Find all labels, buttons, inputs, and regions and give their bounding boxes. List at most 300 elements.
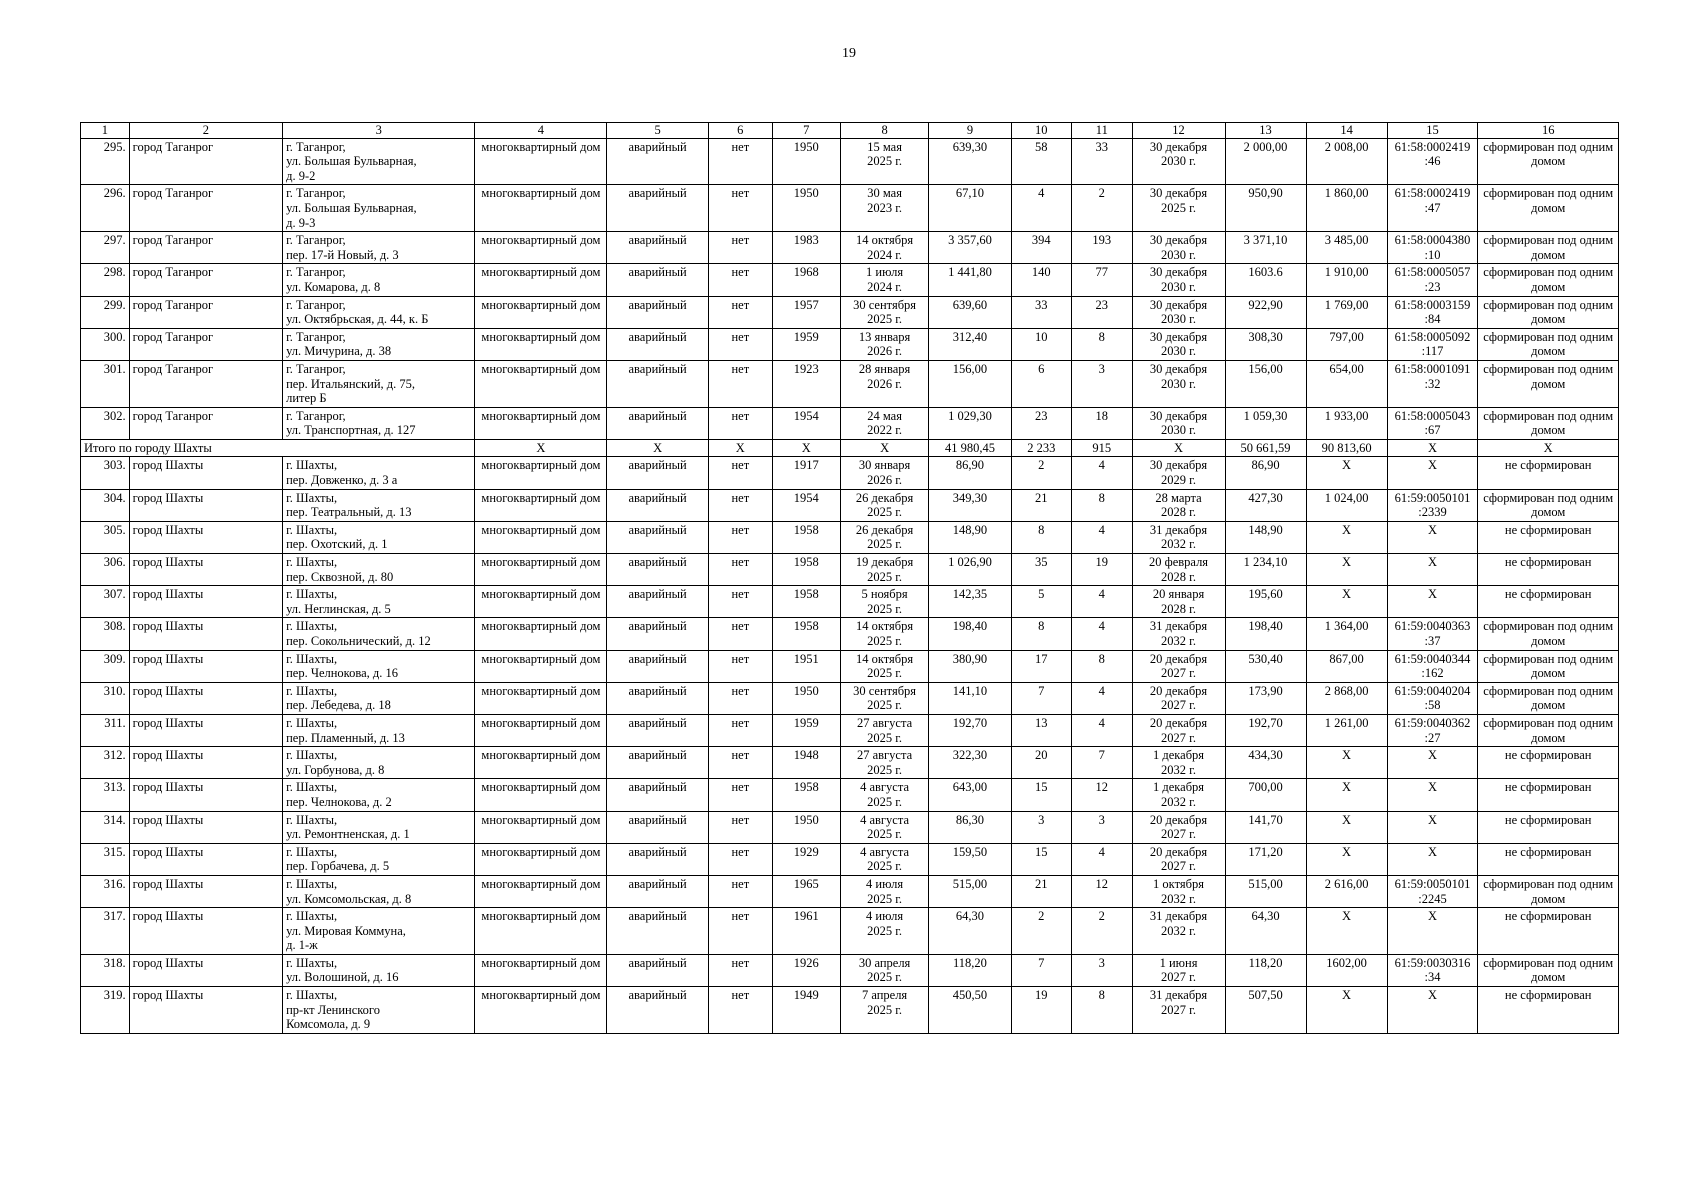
- total-living-area: 50 661,59: [1225, 439, 1306, 457]
- house-type-cell: многоквартирный дом: [475, 232, 607, 264]
- land-area-cell: X: [1306, 908, 1387, 955]
- residents-cell: 21: [1011, 489, 1072, 521]
- cadastral-number-cell: X: [1387, 779, 1478, 811]
- living-area-cell: 198,40: [1225, 618, 1306, 650]
- total-land-status: X: [1478, 439, 1619, 457]
- planned-date-cell: 31 декабря 2032 г.: [1132, 521, 1225, 553]
- row-number-cell: 308.: [81, 618, 130, 650]
- condition-cell: аварийный: [607, 618, 709, 650]
- table-row: [81, 138, 1619, 185]
- condition-cell: аварийный: [607, 650, 709, 682]
- relocated-cell: нет: [708, 328, 772, 360]
- area-cell: 86,30: [929, 811, 1011, 843]
- land-status-cell: сформирован под одним домом: [1478, 650, 1619, 682]
- column-header: 5: [607, 123, 709, 139]
- address-cell: г. Шахты, пер. Сквозной, д. 80: [283, 554, 475, 586]
- municipality-cell: город Таганрог: [129, 185, 282, 232]
- total-cadastral-number: X: [1387, 439, 1478, 457]
- premises-cell: 7: [1072, 747, 1133, 779]
- cadastral-number-cell: 61:58:0005057 :23: [1387, 264, 1478, 296]
- cadastral-number-cell: X: [1387, 586, 1478, 618]
- relocated-cell: нет: [708, 521, 772, 553]
- living-area-cell: 427,30: [1225, 489, 1306, 521]
- living-area-cell: 192,70: [1225, 714, 1306, 746]
- address-cell: г. Шахты, ул. Неглинская, д. 5: [283, 586, 475, 618]
- area-cell: 86,90: [929, 457, 1011, 489]
- table-row: [81, 328, 1619, 360]
- house-type-cell: многоквартирный дом: [475, 779, 607, 811]
- housing-registry-table: [80, 122, 1619, 1034]
- address-cell: г. Шахты, пер. Челнокова, д. 2: [283, 779, 475, 811]
- residents-cell: 58: [1011, 138, 1072, 185]
- municipality-cell: город Шахты: [129, 747, 282, 779]
- row-number-cell: 318.: [81, 954, 130, 986]
- municipality-cell: город Шахты: [129, 457, 282, 489]
- row-number-cell: 299.: [81, 296, 130, 328]
- table-header-row: [81, 123, 1619, 139]
- total-planned-date: X: [1132, 439, 1225, 457]
- relocated-cell: нет: [708, 264, 772, 296]
- column-header: 16: [1478, 123, 1619, 139]
- land-status-cell: не сформирован: [1478, 554, 1619, 586]
- residents-cell: 15: [1011, 843, 1072, 875]
- planned-date-cell: 20 декабря 2027 г.: [1132, 714, 1225, 746]
- municipality-cell: город Таганрог: [129, 407, 282, 439]
- table-row: [81, 779, 1619, 811]
- row-number-cell: 304.: [81, 489, 130, 521]
- area-cell: 1 026,90: [929, 554, 1011, 586]
- premises-cell: 19: [1072, 554, 1133, 586]
- land-status-cell: сформирован под одним домом: [1478, 264, 1619, 296]
- house-type-cell: многоквартирный дом: [475, 489, 607, 521]
- recognition-date-cell: 27 августа 2025 г.: [840, 714, 929, 746]
- premises-cell: 8: [1072, 650, 1133, 682]
- total-label: Итого по городу Шахты: [81, 439, 475, 457]
- condition-cell: аварийный: [607, 360, 709, 407]
- house-type-cell: многоквартирный дом: [475, 185, 607, 232]
- table-row: [81, 489, 1619, 521]
- total-land-area: 90 813,60: [1306, 439, 1387, 457]
- area-cell: 322,30: [929, 747, 1011, 779]
- condition-cell: аварийный: [607, 521, 709, 553]
- total-recognition-date: X: [840, 439, 929, 457]
- recognition-date-cell: 1 июля 2024 г.: [840, 264, 929, 296]
- land-status-cell: сформирован под одним домом: [1478, 875, 1619, 907]
- address-cell: г. Шахты, пер. Театральный, д. 13: [283, 489, 475, 521]
- column-header: 12: [1132, 123, 1225, 139]
- living-area-cell: 507,50: [1225, 987, 1306, 1034]
- planned-date-cell: 30 декабря 2030 г.: [1132, 407, 1225, 439]
- municipality-cell: город Шахты: [129, 489, 282, 521]
- table-row: [81, 521, 1619, 553]
- area-cell: 380,90: [929, 650, 1011, 682]
- cadastral-number-cell: 61:58:0001091 :32: [1387, 360, 1478, 407]
- planned-date-cell: 30 декабря 2030 г.: [1132, 232, 1225, 264]
- condition-cell: аварийный: [607, 185, 709, 232]
- condition-cell: аварийный: [607, 747, 709, 779]
- condition-cell: аварийный: [607, 232, 709, 264]
- relocated-cell: нет: [708, 618, 772, 650]
- living-area-cell: 195,60: [1225, 586, 1306, 618]
- planned-date-cell: 20 декабря 2027 г.: [1132, 843, 1225, 875]
- land-status-cell: сформирован под одним домом: [1478, 296, 1619, 328]
- row-number-cell: 296.: [81, 185, 130, 232]
- land-area-cell: X: [1306, 747, 1387, 779]
- municipality-cell: город Таганрог: [129, 296, 282, 328]
- land-status-cell: не сформирован: [1478, 521, 1619, 553]
- year-built-cell: 1959: [772, 328, 840, 360]
- premises-cell: 2: [1072, 908, 1133, 955]
- year-built-cell: 1949: [772, 987, 840, 1034]
- residents-cell: 8: [1011, 521, 1072, 553]
- land-area-cell: X: [1306, 811, 1387, 843]
- land-status-cell: не сформирован: [1478, 779, 1619, 811]
- relocated-cell: нет: [708, 138, 772, 185]
- residents-cell: 7: [1011, 682, 1072, 714]
- planned-date-cell: 20 февраля 2028 г.: [1132, 554, 1225, 586]
- address-cell: г. Таганрог, ул. Октябрьская, д. 44, к. Б: [283, 296, 475, 328]
- total-area: 41 980,45: [929, 439, 1011, 457]
- land-area-cell: X: [1306, 457, 1387, 489]
- land-area-cell: 1 860,00: [1306, 185, 1387, 232]
- condition-cell: аварийный: [607, 457, 709, 489]
- recognition-date-cell: 30 апреля 2025 г.: [840, 954, 929, 986]
- address-cell: г. Шахты, ул. Волошиной, д. 16: [283, 954, 475, 986]
- recognition-date-cell: 28 января 2026 г.: [840, 360, 929, 407]
- premises-cell: 4: [1072, 618, 1133, 650]
- condition-cell: аварийный: [607, 407, 709, 439]
- row-number-cell: 319.: [81, 987, 130, 1034]
- condition-cell: аварийный: [607, 682, 709, 714]
- recognition-date-cell: 15 мая 2025 г.: [840, 138, 929, 185]
- municipality-cell: город Шахты: [129, 521, 282, 553]
- municipality-cell: город Таганрог: [129, 264, 282, 296]
- municipality-cell: город Шахты: [129, 987, 282, 1034]
- land-area-cell: 1 364,00: [1306, 618, 1387, 650]
- land-status-cell: сформирован под одним домом: [1478, 407, 1619, 439]
- living-area-cell: 64,30: [1225, 908, 1306, 955]
- year-built-cell: 1954: [772, 407, 840, 439]
- condition-cell: аварийный: [607, 987, 709, 1034]
- year-built-cell: 1965: [772, 875, 840, 907]
- planned-date-cell: 31 декабря 2032 г.: [1132, 908, 1225, 955]
- row-number-cell: 314.: [81, 811, 130, 843]
- land-status-cell: сформирован под одним домом: [1478, 682, 1619, 714]
- premises-cell: 3: [1072, 811, 1133, 843]
- relocated-cell: нет: [708, 650, 772, 682]
- municipality-cell: город Шахты: [129, 843, 282, 875]
- column-header: 7: [772, 123, 840, 139]
- residents-cell: 17: [1011, 650, 1072, 682]
- condition-cell: аварийный: [607, 296, 709, 328]
- column-header: 9: [929, 123, 1011, 139]
- row-number-cell: 310.: [81, 682, 130, 714]
- premises-cell: 4: [1072, 521, 1133, 553]
- area-cell: 643,00: [929, 779, 1011, 811]
- condition-cell: аварийный: [607, 779, 709, 811]
- premises-cell: 8: [1072, 987, 1133, 1034]
- land-status-cell: сформирован под одним домом: [1478, 185, 1619, 232]
- address-cell: г. Шахты, пр-кт Ленинского Комсомола, д. 9: [283, 987, 475, 1034]
- living-area-cell: 700,00: [1225, 779, 1306, 811]
- municipality-cell: город Шахты: [129, 875, 282, 907]
- row-number-cell: 298.: [81, 264, 130, 296]
- cadastral-number-cell: X: [1387, 843, 1478, 875]
- area-cell: 1 441,80: [929, 264, 1011, 296]
- planned-date-cell: 1 октября 2032 г.: [1132, 875, 1225, 907]
- land-area-cell: 1 261,00: [1306, 714, 1387, 746]
- land-area-cell: 654,00: [1306, 360, 1387, 407]
- house-type-cell: многоквартирный дом: [475, 747, 607, 779]
- table-row: [81, 908, 1619, 955]
- recognition-date-cell: 27 августа 2025 г.: [840, 747, 929, 779]
- year-built-cell: 1950: [772, 682, 840, 714]
- address-cell: г. Шахты, пер. Лебедева, д. 18: [283, 682, 475, 714]
- table-row: [81, 954, 1619, 986]
- area-cell: 64,30: [929, 908, 1011, 955]
- year-built-cell: 1958: [772, 554, 840, 586]
- premises-cell: 12: [1072, 875, 1133, 907]
- land-status-cell: сформирован под одним домом: [1478, 232, 1619, 264]
- premises-cell: 3: [1072, 954, 1133, 986]
- address-cell: г. Шахты, пер. Охотский, д. 1: [283, 521, 475, 553]
- total-residents: 2 233: [1011, 439, 1072, 457]
- condition-cell: аварийный: [607, 264, 709, 296]
- residents-cell: 33: [1011, 296, 1072, 328]
- premises-cell: 4: [1072, 714, 1133, 746]
- table-row: [81, 264, 1619, 296]
- total-premises: 915: [1072, 439, 1133, 457]
- address-cell: г. Таганрог, пер. Итальянский, д. 75, литер Б: [283, 360, 475, 407]
- cadastral-number-cell: 61:58:0003159 :84: [1387, 296, 1478, 328]
- house-type-cell: многоквартирный дом: [475, 521, 607, 553]
- residents-cell: 8: [1011, 618, 1072, 650]
- recognition-date-cell: 13 января 2026 г.: [840, 328, 929, 360]
- column-header: 11: [1072, 123, 1133, 139]
- premises-cell: 33: [1072, 138, 1133, 185]
- living-area-cell: 86,90: [1225, 457, 1306, 489]
- recognition-date-cell: 26 декабря 2025 г.: [840, 521, 929, 553]
- recognition-date-cell: 14 октября 2025 г.: [840, 650, 929, 682]
- cadastral-number-cell: X: [1387, 457, 1478, 489]
- year-built-cell: 1958: [772, 521, 840, 553]
- living-area-cell: 308,30: [1225, 328, 1306, 360]
- relocated-cell: нет: [708, 811, 772, 843]
- planned-date-cell: 20 декабря 2027 г.: [1132, 650, 1225, 682]
- area-cell: 142,35: [929, 586, 1011, 618]
- land-area-cell: X: [1306, 987, 1387, 1034]
- recognition-date-cell: 30 сентября 2025 г.: [840, 682, 929, 714]
- cadastral-number-cell: X: [1387, 908, 1478, 955]
- living-area-cell: 2 000,00: [1225, 138, 1306, 185]
- residents-cell: 7: [1011, 954, 1072, 986]
- cadastral-number-cell: 61:58:0005043 :67: [1387, 407, 1478, 439]
- year-built-cell: 1983: [772, 232, 840, 264]
- planned-date-cell: 20 декабря 2027 г.: [1132, 682, 1225, 714]
- planned-date-cell: 1 декабря 2032 г.: [1132, 747, 1225, 779]
- table-row: [81, 682, 1619, 714]
- total-condition: X: [607, 439, 709, 457]
- land-status-cell: сформирован под одним домом: [1478, 954, 1619, 986]
- recognition-date-cell: 26 декабря 2025 г.: [840, 489, 929, 521]
- residents-cell: 35: [1011, 554, 1072, 586]
- relocated-cell: нет: [708, 554, 772, 586]
- year-built-cell: 1950: [772, 811, 840, 843]
- cadastral-number-cell: X: [1387, 747, 1478, 779]
- living-area-cell: 922,90: [1225, 296, 1306, 328]
- table-row: [81, 875, 1619, 907]
- recognition-date-cell: 4 августа 2025 г.: [840, 779, 929, 811]
- land-area-cell: X: [1306, 843, 1387, 875]
- table-row: [81, 296, 1619, 328]
- land-area-cell: 867,00: [1306, 650, 1387, 682]
- table-row: [81, 747, 1619, 779]
- column-header: 10: [1011, 123, 1072, 139]
- recognition-date-cell: 4 июля 2025 г.: [840, 908, 929, 955]
- land-area-cell: 1 933,00: [1306, 407, 1387, 439]
- table-row: [81, 407, 1619, 439]
- land-status-cell: не сформирован: [1478, 747, 1619, 779]
- land-area-cell: X: [1306, 521, 1387, 553]
- cadastral-number-cell: 61:58:0002419 :47: [1387, 185, 1478, 232]
- living-area-cell: 3 371,10: [1225, 232, 1306, 264]
- house-type-cell: многоквартирный дом: [475, 987, 607, 1034]
- address-cell: г. Шахты, пер. Пламенный, д. 13: [283, 714, 475, 746]
- row-number-cell: 311.: [81, 714, 130, 746]
- premises-cell: 2: [1072, 185, 1133, 232]
- municipality-cell: город Шахты: [129, 954, 282, 986]
- condition-cell: аварийный: [607, 138, 709, 185]
- condition-cell: аварийный: [607, 843, 709, 875]
- residents-cell: 4: [1011, 185, 1072, 232]
- relocated-cell: нет: [708, 360, 772, 407]
- planned-date-cell: 31 декабря 2032 г.: [1132, 618, 1225, 650]
- area-cell: 148,90: [929, 521, 1011, 553]
- year-built-cell: 1958: [772, 586, 840, 618]
- premises-cell: 3: [1072, 360, 1133, 407]
- column-header: 1: [81, 123, 130, 139]
- land-area-cell: 797,00: [1306, 328, 1387, 360]
- relocated-cell: нет: [708, 586, 772, 618]
- house-type-cell: многоквартирный дом: [475, 328, 607, 360]
- condition-cell: аварийный: [607, 554, 709, 586]
- land-status-cell: сформирован под одним домом: [1478, 360, 1619, 407]
- year-built-cell: 1951: [772, 650, 840, 682]
- condition-cell: аварийный: [607, 489, 709, 521]
- municipality-cell: город Таганрог: [129, 360, 282, 407]
- recognition-date-cell: 4 июля 2025 г.: [840, 875, 929, 907]
- house-type-cell: многоквартирный дом: [475, 264, 607, 296]
- cadastral-number-cell: 61:59:0040362 :27: [1387, 714, 1478, 746]
- residents-cell: 5: [1011, 586, 1072, 618]
- recognition-date-cell: 14 октября 2024 г.: [840, 232, 929, 264]
- address-cell: г. Шахты, пер. Довженко, д. 3 а: [283, 457, 475, 489]
- row-number-cell: 315.: [81, 843, 130, 875]
- address-cell: г. Шахты, пер. Сокольнический, д. 12: [283, 618, 475, 650]
- column-header: 14: [1306, 123, 1387, 139]
- table-row: [81, 811, 1619, 843]
- living-area-cell: 171,20: [1225, 843, 1306, 875]
- land-status-cell: не сформирован: [1478, 908, 1619, 955]
- residents-cell: 20: [1011, 747, 1072, 779]
- recognition-date-cell: 5 ноября 2025 г.: [840, 586, 929, 618]
- area-cell: 1 029,30: [929, 407, 1011, 439]
- land-status-cell: сформирован под одним домом: [1478, 714, 1619, 746]
- address-cell: г. Таганрог, ул. Комарова, д. 8: [283, 264, 475, 296]
- table-row: [81, 586, 1619, 618]
- year-built-cell: 1917: [772, 457, 840, 489]
- land-area-cell: 1 024,00: [1306, 489, 1387, 521]
- row-number-cell: 301.: [81, 360, 130, 407]
- cadastral-number-cell: 61:58:0002419 :46: [1387, 138, 1478, 185]
- row-number-cell: 317.: [81, 908, 130, 955]
- total-row: [81, 439, 1619, 457]
- year-built-cell: 1954: [772, 489, 840, 521]
- column-header: 6: [708, 123, 772, 139]
- row-number-cell: 305.: [81, 521, 130, 553]
- relocated-cell: нет: [708, 747, 772, 779]
- premises-cell: 18: [1072, 407, 1133, 439]
- area-cell: 450,50: [929, 987, 1011, 1034]
- house-type-cell: многоквартирный дом: [475, 360, 607, 407]
- total-relocated: X: [708, 439, 772, 457]
- land-status-cell: не сформирован: [1478, 457, 1619, 489]
- year-built-cell: 1961: [772, 908, 840, 955]
- area-cell: 3 357,60: [929, 232, 1011, 264]
- house-type-cell: многоквартирный дом: [475, 714, 607, 746]
- planned-date-cell: 1 июня 2027 г.: [1132, 954, 1225, 986]
- premises-cell: 12: [1072, 779, 1133, 811]
- land-area-cell: X: [1306, 779, 1387, 811]
- relocated-cell: нет: [708, 779, 772, 811]
- premises-cell: 8: [1072, 489, 1133, 521]
- row-number-cell: 306.: [81, 554, 130, 586]
- land-status-cell: сформирован под одним домом: [1478, 138, 1619, 185]
- address-cell: г. Таганрог, ул. Мичурина, д. 38: [283, 328, 475, 360]
- table-row: [81, 554, 1619, 586]
- house-type-cell: многоквартирный дом: [475, 296, 607, 328]
- recognition-date-cell: 19 декабря 2025 г.: [840, 554, 929, 586]
- planned-date-cell: 30 декабря 2030 г.: [1132, 264, 1225, 296]
- land-area-cell: 3 485,00: [1306, 232, 1387, 264]
- area-cell: 192,70: [929, 714, 1011, 746]
- area-cell: 349,30: [929, 489, 1011, 521]
- premises-cell: 4: [1072, 586, 1133, 618]
- recognition-date-cell: 7 апреля 2025 г.: [840, 987, 929, 1034]
- premises-cell: 8: [1072, 328, 1133, 360]
- premises-cell: 4: [1072, 682, 1133, 714]
- house-type-cell: многоквартирный дом: [475, 682, 607, 714]
- year-built-cell: 1959: [772, 714, 840, 746]
- planned-date-cell: 31 декабря 2027 г.: [1132, 987, 1225, 1034]
- address-cell: г. Шахты, пер. Горбачева, д. 5: [283, 843, 475, 875]
- row-number-cell: 300.: [81, 328, 130, 360]
- planned-date-cell: 30 декабря 2029 г.: [1132, 457, 1225, 489]
- municipality-cell: город Шахты: [129, 586, 282, 618]
- land-status-cell: не сформирован: [1478, 811, 1619, 843]
- living-area-cell: 173,90: [1225, 682, 1306, 714]
- relocated-cell: нет: [708, 714, 772, 746]
- residents-cell: 2: [1011, 457, 1072, 489]
- row-number-cell: 297.: [81, 232, 130, 264]
- land-area-cell: 1 910,00: [1306, 264, 1387, 296]
- condition-cell: аварийный: [607, 328, 709, 360]
- cadastral-number-cell: 61:59:0030316 :34: [1387, 954, 1478, 986]
- row-number-cell: 307.: [81, 586, 130, 618]
- premises-cell: 193: [1072, 232, 1133, 264]
- land-area-cell: 2 868,00: [1306, 682, 1387, 714]
- living-area-cell: 118,20: [1225, 954, 1306, 986]
